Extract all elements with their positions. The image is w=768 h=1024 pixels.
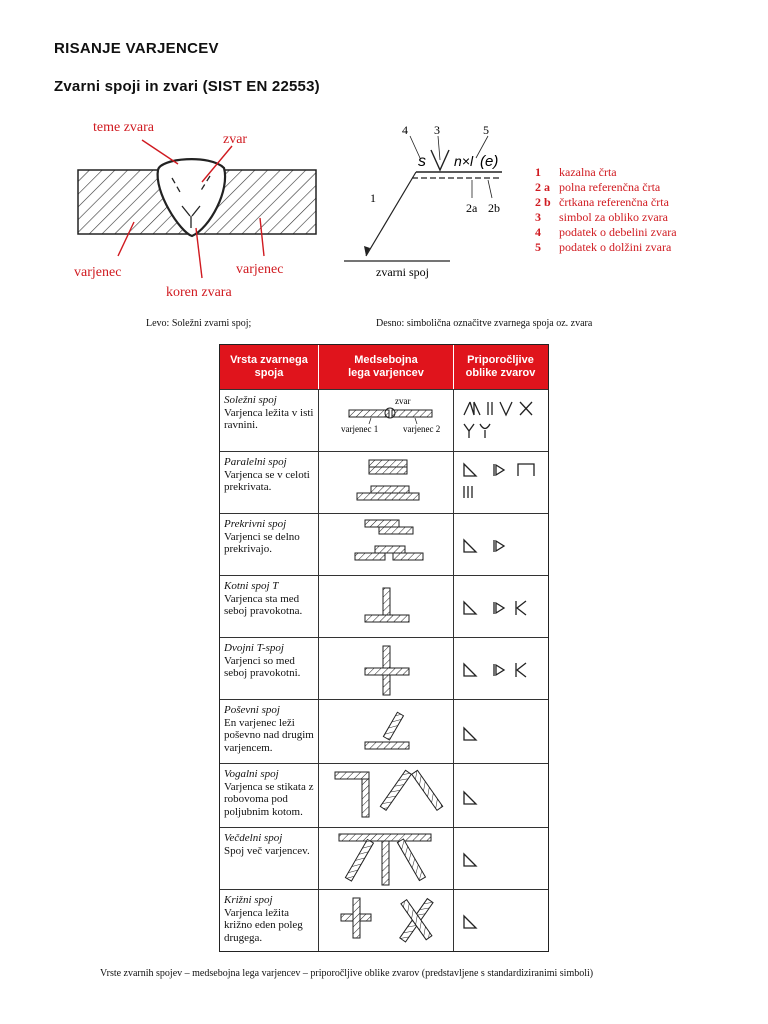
- legend-num: 2 a: [535, 180, 550, 194]
- weld-symbols-cell: [454, 452, 548, 513]
- table-row: [220, 827, 548, 889]
- joint-type-cell: Paralelni spoj Varjenca se v celoti prekrivata.: [220, 452, 319, 513]
- table-row: [220, 889, 548, 951]
- header-joint-type: Vrsta zvarnega spoja: [220, 345, 319, 389]
- symbol-length: n×l: [454, 153, 474, 169]
- weld-symbols-cell: [454, 638, 548, 699]
- callout-2b: 2b: [488, 201, 500, 215]
- butt-label-part1: varjenec 1: [341, 424, 379, 434]
- table-header: [220, 345, 548, 389]
- legend-text: polna referenčna črta: [559, 180, 661, 194]
- table-row: [220, 637, 548, 699]
- callout-5: 5: [483, 123, 489, 137]
- table-row: [220, 513, 548, 575]
- position-cell: [319, 576, 454, 637]
- page-title: RISANJE VARJENCEV: [54, 40, 219, 57]
- callout-2a: 2a: [466, 201, 478, 215]
- butt-weld-figure: [60, 110, 340, 310]
- header-weld-shapes: Priporočljive oblike zvarov: [465, 354, 536, 379]
- page-subtitle: Zvarni spoji in zvari (SIST EN 22553): [54, 78, 320, 95]
- table-caption: Vrste zvarnih spojev – medsebojna lega varjencev – priporočljive oblike zvarov (predstavljene s standardiziranimi simboli): [100, 968, 594, 979]
- weld-joint-table: [219, 344, 549, 952]
- joint-type-cell: Poševni spoj En varjenec leži poševno nad drugim varjencem.: [220, 700, 319, 763]
- symbol-legend: [532, 164, 732, 264]
- symbol-distance: (e): [480, 153, 499, 170]
- symbol-thickness: s: [418, 153, 426, 170]
- label-weld-crown: teme zvara: [93, 120, 155, 135]
- joint-type-cell: Dvojni T-spoj Varjenci so med seboj pravokotni.: [220, 638, 319, 699]
- weld-symbol-figure: [340, 120, 560, 280]
- legend-text: črtkana referenčna črta: [559, 195, 669, 209]
- position-cell: [319, 390, 454, 451]
- joint-type-cell: Večdelni spoj Spoj več varjencev.: [220, 828, 319, 889]
- table-row: [220, 451, 548, 513]
- caption-left: Levo: Soležni zvarni spoj;: [146, 318, 252, 329]
- table-row: [220, 389, 548, 451]
- weld-symbols-cell: [454, 700, 548, 763]
- label-part-right: varjenec: [236, 262, 284, 277]
- legend-text: kazalna črta: [559, 165, 617, 179]
- joint-type-cell: Vogalni spoj Varjenca se stikata z robovoma pod poljubnim kotom.: [220, 764, 319, 827]
- label-weld-root: koren zvara: [166, 285, 232, 300]
- position-cell: [319, 764, 454, 827]
- weld-symbols-cell: [454, 828, 548, 889]
- position-cell: [319, 828, 454, 889]
- caption-right: Desno: simbolična označitve zvarnega spoja oz. zvara: [376, 318, 593, 329]
- legend-text: simbol za obliko zvara: [559, 210, 668, 224]
- joint-type-cell: Soležni spoj Varjenca ležita v isti ravnini.: [220, 390, 319, 451]
- label-part-left: varjenec: [74, 265, 122, 280]
- joint-type-cell: Prekrivni spoj Varjenci se delno prekrivajo.: [220, 514, 319, 575]
- weld-symbols-cell: [454, 390, 548, 451]
- position-cell: [319, 452, 454, 513]
- joint-type-cell: Križni spoj Varjenca ležita križno eden poleg drugega.: [220, 890, 319, 951]
- position-cell: [319, 890, 454, 951]
- joint-type-cell: Kotni spoj T Varjenca sta med seboj pravokotna.: [220, 576, 319, 637]
- weld-symbols-cell: [454, 764, 548, 827]
- legend-num: 2 b: [535, 195, 551, 209]
- butt-label-weld: zvar: [395, 396, 411, 406]
- legend-text: podatek o dolžini zvara: [559, 240, 672, 254]
- legend-text: podatek o debelini zvara: [559, 225, 677, 239]
- callout-4: 4: [402, 123, 408, 137]
- weld-symbols-cell: [454, 514, 548, 575]
- weld-symbols-cell: [454, 890, 548, 951]
- label-joint: zvarni spoj: [376, 265, 429, 279]
- legend-num: 5: [535, 240, 541, 254]
- callout-1: 1: [370, 191, 376, 205]
- table-row: [220, 763, 548, 827]
- callout-3: 3: [434, 123, 440, 137]
- label-weld: zvar: [223, 132, 248, 147]
- position-cell: [319, 514, 454, 575]
- table-row: [220, 699, 548, 763]
- legend-num: 3: [535, 210, 541, 224]
- header-position: Medsebojna lega varjencev: [319, 345, 454, 389]
- table-row: [220, 575, 548, 637]
- legend-num: 1: [535, 165, 541, 179]
- position-cell: [319, 638, 454, 699]
- weld-symbols-cell: [454, 576, 548, 637]
- butt-label-part2: varjenec 2: [403, 424, 441, 434]
- legend-num: 4: [535, 225, 541, 239]
- position-cell: [319, 700, 454, 763]
